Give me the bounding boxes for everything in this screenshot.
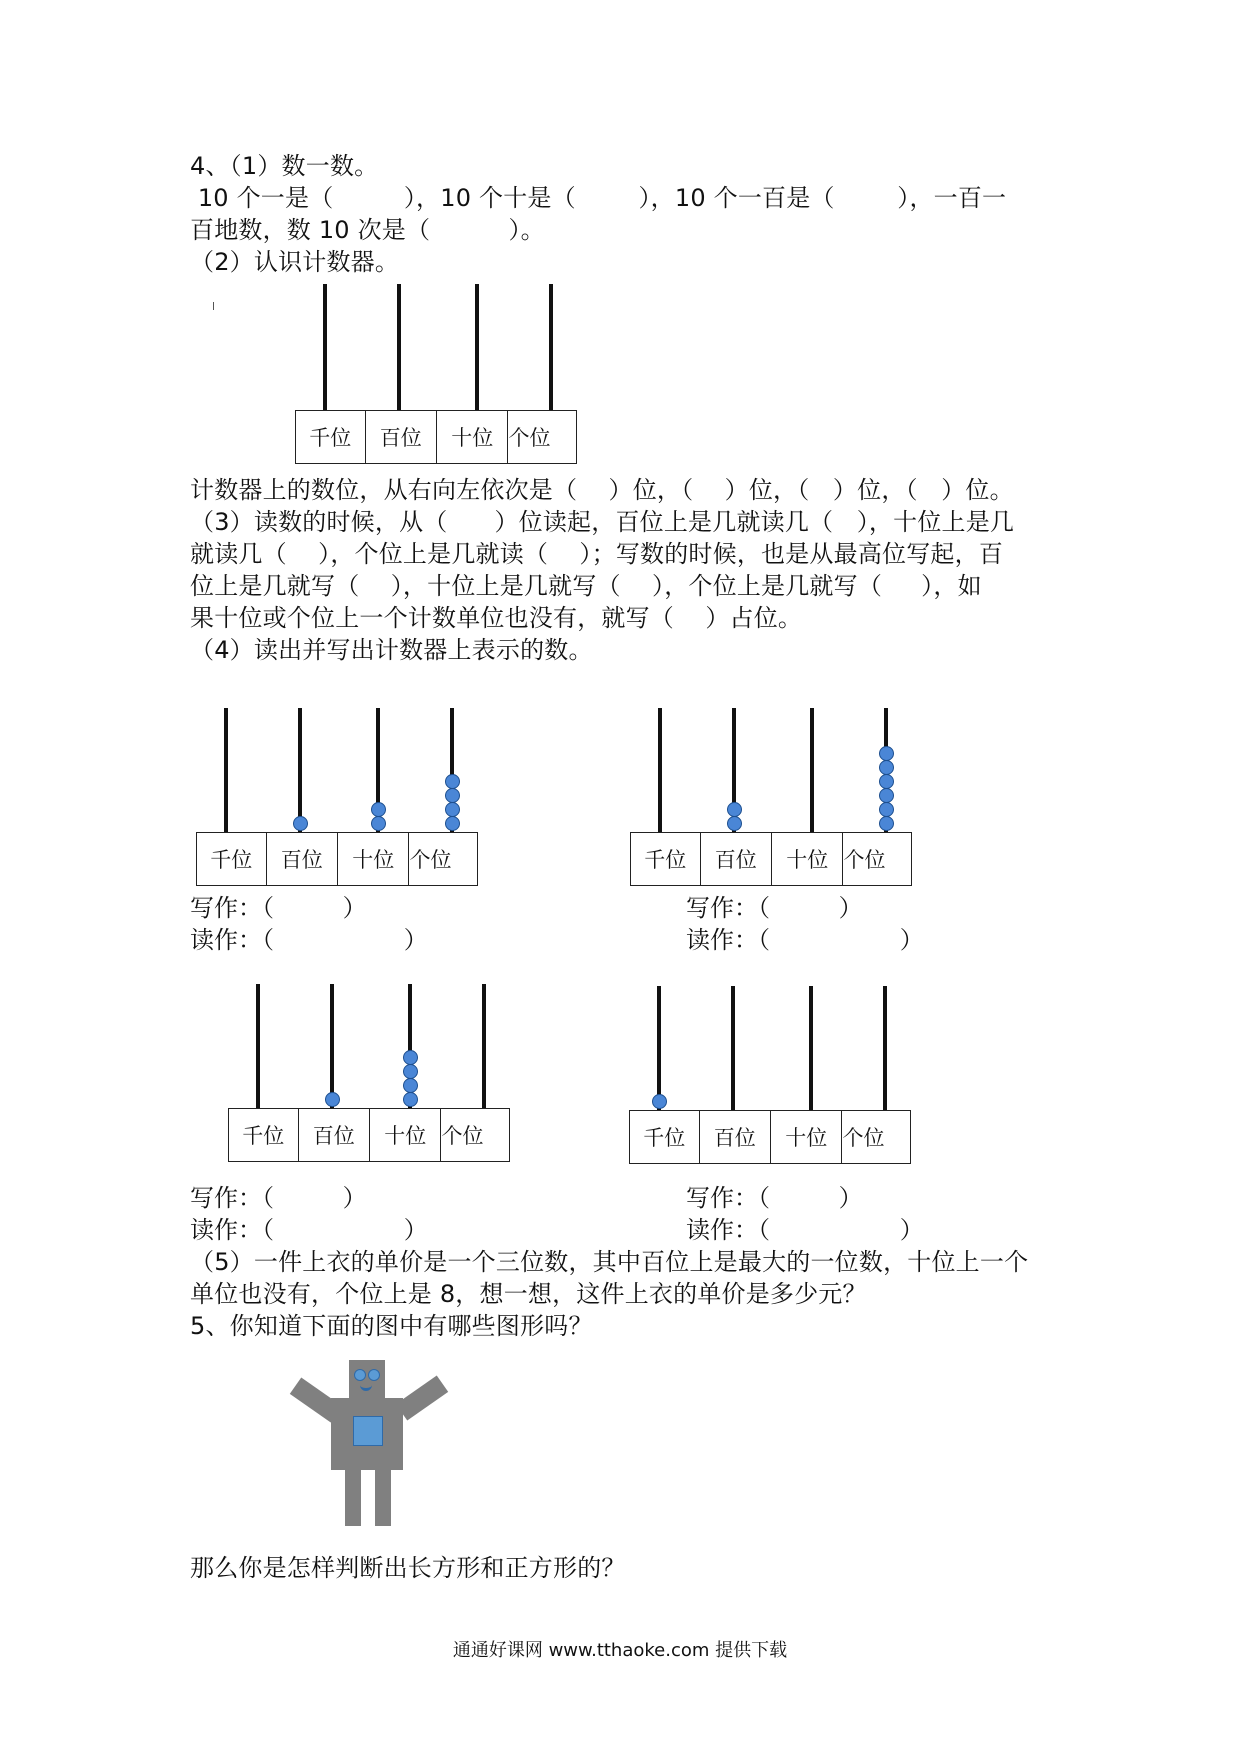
bead (727, 802, 742, 817)
write-answer-2[interactable]: 写作：（ ） (686, 894, 863, 922)
rod-thousands (657, 986, 661, 1110)
bead (445, 788, 460, 803)
q4-part5-line2: 单位也没有，个位上是 8，想一想，这件上衣的单价是多少元？ (190, 1280, 867, 1308)
bead (293, 816, 308, 831)
place-value-box (630, 832, 912, 886)
q4-part4-title: （4）读出并写出计数器上表示的数。 (190, 636, 593, 664)
place-label-thousands: 千位 (197, 833, 267, 885)
robot-square (353, 1416, 383, 1446)
abacus-empty (295, 284, 581, 464)
robot-body (331, 1398, 403, 1470)
place-label-hundreds: 百位 (701, 833, 772, 885)
place-label-ones: 个位 (843, 848, 886, 872)
rod-thousands (256, 984, 260, 1108)
rod-tens (475, 284, 479, 410)
q4-part3-line2: 就读几（ ），个位上是几就读（ ）；写数的时候，也是从最高位写起，百 (190, 540, 1004, 568)
q4-part3-line1: （3）读数的时候，从（ ）位读起，百位上是几就读几（ ），十位上是几 (190, 508, 1015, 536)
robot-right-eye (368, 1369, 380, 1381)
rod-hundreds (731, 986, 735, 1110)
place-label-ones: 个位 (508, 426, 551, 450)
bead (727, 816, 742, 831)
place-label-hundreds: 百位 (299, 1109, 370, 1161)
q4-part2-title: （2）认识计数器。 (190, 248, 400, 276)
q5-question: 那么你是怎样判断出长方形和正方形的？ (190, 1554, 626, 1582)
place-label-tens: 十位 (370, 1109, 441, 1161)
robot-right-leg (375, 1470, 391, 1526)
robot-left-eye (354, 1369, 366, 1381)
bead (879, 816, 894, 831)
write-answer-3[interactable]: 写作：（ ） (190, 1184, 367, 1212)
place-value-box (295, 410, 577, 464)
robot-left-leg (345, 1470, 361, 1526)
bead (371, 816, 386, 831)
footer-credit: 通通好课网 www.tthaoke.com 提供下载 (452, 1640, 788, 1661)
bead (325, 1092, 340, 1107)
rod-hundreds (397, 284, 401, 410)
place-label-tens: 十位 (437, 411, 508, 463)
bead (403, 1078, 418, 1093)
read-answer-3[interactable]: 读作：（ ） (190, 1216, 428, 1244)
q4-part1-title: 4、（1）数一数。 (190, 152, 379, 180)
bead (879, 788, 894, 803)
q4-part3-line4: 果十位或个位上一个计数单位也没有，就写（ ）占位。 (190, 604, 803, 632)
place-label-ones: 个位 (441, 1124, 484, 1148)
bead (403, 1064, 418, 1079)
place-label-ones: 个位 (842, 1126, 885, 1150)
place-label-thousands: 千位 (631, 833, 701, 885)
rod-thousands (658, 708, 662, 832)
q5-title: 5、你知道下面的图中有哪些图形吗？ (190, 1312, 593, 1340)
bead (403, 1050, 418, 1065)
bead (445, 816, 460, 831)
read-answer-4[interactable]: 读作：（ ） (686, 1216, 924, 1244)
rod-tens (809, 986, 813, 1110)
place-value-box (228, 1108, 510, 1162)
rod-ones (482, 984, 486, 1108)
bead (403, 1092, 418, 1107)
place-label-ones: 个位 (409, 848, 452, 872)
place-label-thousands: 千位 (229, 1109, 299, 1161)
place-label-thousands: 千位 (630, 1111, 700, 1163)
bead (879, 802, 894, 817)
bead (445, 802, 460, 817)
bead (445, 774, 460, 789)
place-label-hundreds: 百位 (267, 833, 338, 885)
rod-ones (549, 284, 553, 410)
write-answer-4[interactable]: 写作：（ ） (686, 1184, 863, 1212)
q4-part1-line1: 10 个一是（ ），10 个十是（ ），10 个一百是（ ），一百一 (190, 184, 1007, 212)
place-label-hundreds: 百位 (366, 411, 437, 463)
read-answer-1[interactable]: 读作：（ ） (190, 926, 428, 954)
rod-ones (883, 986, 887, 1110)
write-answer-1[interactable]: 写作：（ ） (190, 894, 367, 922)
q4-part5-line1: （5）一件上衣的单价是一个三位数，其中百位上是最大的一位数，十位上一个 (190, 1248, 1029, 1276)
bead (652, 1094, 667, 1109)
place-label-hundreds: 百位 (700, 1111, 771, 1163)
robot-right-arm (396, 1375, 448, 1420)
place-label-thousands: 千位 (296, 411, 366, 463)
bead (879, 746, 894, 761)
robot-mouth (360, 1382, 372, 1391)
q4-part2-line: 计数器上的数位，从右向左依次是（ ）位，（ ）位，（ ）位，（ ）位。 (190, 476, 1014, 504)
q4-part1-line2: 百地数，数 10 次是（ ）。 (190, 216, 545, 244)
abacus-3 (228, 984, 510, 1162)
place-label-tens: 十位 (772, 833, 843, 885)
place-label-tens: 十位 (338, 833, 409, 885)
abacus-4 (629, 986, 911, 1164)
abacus-1 (196, 708, 478, 886)
q4-part3-line3: 位上是几就写（ ），十位上是几就写（ ），个位上是几就写（ ），如 (190, 572, 982, 600)
robot-figure (285, 1360, 465, 1530)
rod-thousands (323, 284, 327, 410)
place-value-box (196, 832, 478, 886)
rod-hundreds (330, 984, 334, 1108)
bead (879, 760, 894, 775)
stray-mark (213, 302, 214, 310)
read-answer-2[interactable]: 读作：（ ） (686, 926, 924, 954)
bead (371, 802, 386, 817)
rod-hundreds (298, 708, 302, 832)
place-value-box (629, 1110, 911, 1164)
rod-tens (810, 708, 814, 832)
abacus-2 (630, 708, 912, 886)
robot-head (349, 1360, 385, 1398)
bead (879, 774, 894, 789)
place-label-tens: 十位 (771, 1111, 842, 1163)
rod-thousands (224, 708, 228, 832)
